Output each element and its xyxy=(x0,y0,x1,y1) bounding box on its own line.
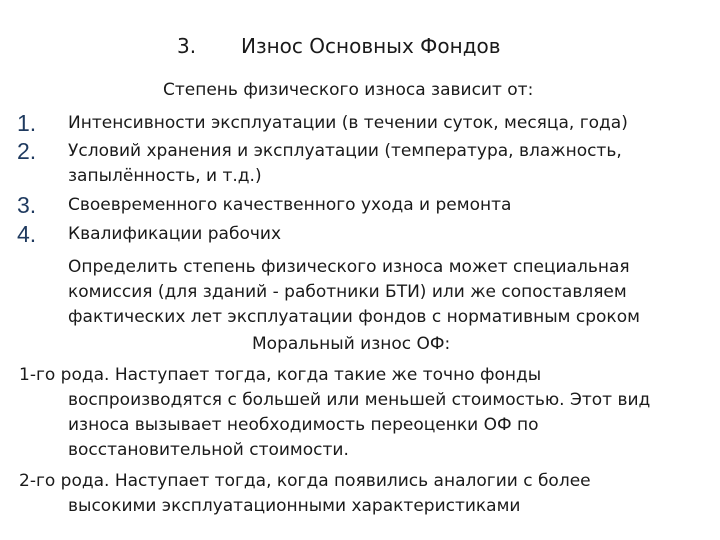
list-item-4: Квалификации рабочих xyxy=(68,224,282,244)
list-item-3: Своевременного качественного ухода и ремонта xyxy=(68,195,512,215)
physical-heading: Степень физического износа зависит от: xyxy=(163,80,534,100)
moral-first-line: воспроизводятся с большей или меньшей стоимостью. Этот вид xyxy=(68,390,651,410)
list-marker-3: 3. xyxy=(17,192,37,218)
title-text: Износ Основных Фондов xyxy=(241,34,501,58)
physical-paragraph-line: комиссия (для зданий - работники БТИ) или же сопоставляем xyxy=(68,282,627,302)
moral-second-line: высокими эксплуатационными характеристиками xyxy=(68,496,521,516)
list-marker-1: 1. xyxy=(17,110,37,136)
physical-paragraph-line: Определить степень физического износа может специальная xyxy=(68,257,630,277)
list-item-2-cont: запылённость, и т.д.) xyxy=(68,166,262,186)
physical-paragraph-line: фактических лет эксплуатации фондов с нормативным сроком xyxy=(68,307,640,327)
list-item-2: Условий хранения и эксплуатации (температура, влажность, xyxy=(68,141,622,161)
title-number: 3. xyxy=(177,34,197,58)
moral-second-line: 2-го рода. Наступает тогда, когда появились аналогии с более xyxy=(19,471,591,491)
list-marker-2: 2. xyxy=(17,138,37,164)
moral-first-line: восстановительной стоимости. xyxy=(68,440,349,460)
list-item-1: Интенсивности эксплуатации (в течении суток, месяца, года) xyxy=(68,113,628,133)
moral-first-line: износа вызывает необходимость переоценки ОФ по xyxy=(68,415,539,435)
moral-heading: Моральный износ ОФ: xyxy=(252,334,451,354)
list-marker-4: 4. xyxy=(17,221,37,247)
moral-first-line: 1-го рода. Наступает тогда, когда такие же точно фонды xyxy=(19,365,542,385)
